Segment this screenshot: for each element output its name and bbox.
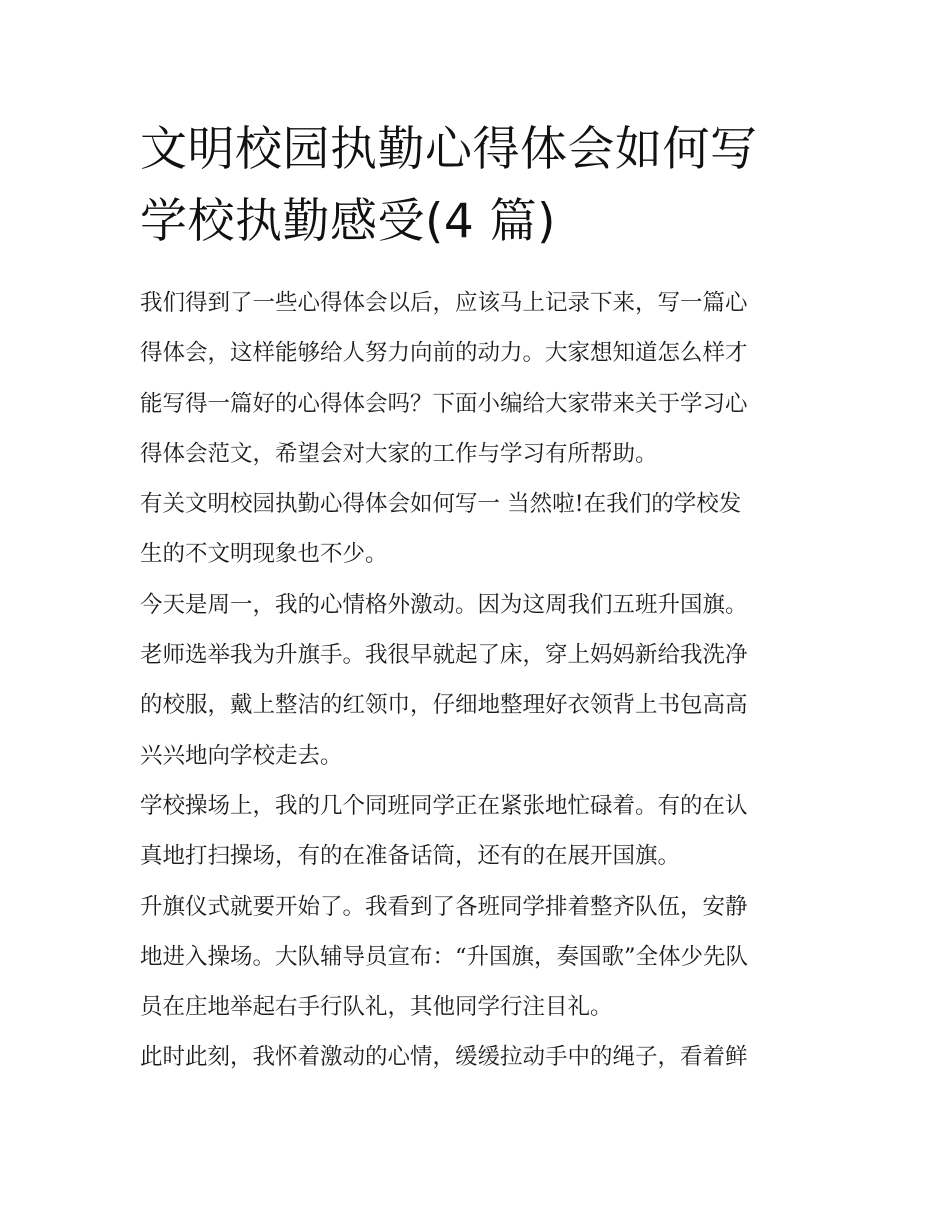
body-line: 学校操场上，我的几个同班同学正在紧张地忙碌着。有的在认 — [140, 792, 748, 819]
body-line: 得体会，这样能够给人努力向前的动力。大家想知道怎么样才 — [140, 340, 748, 367]
title-line-1: 文明校园执勤心得体会如何写 — [140, 122, 758, 177]
body-line: 地进入操场。大队辅导员宣布：“升国旗，奏国歌”全体少先队 — [140, 943, 749, 970]
body-line: 老师选举我为升旗手。我很早就起了床，穿上妈妈新给我洗净 — [140, 642, 748, 669]
body-line: 的校服，戴上整洁的红领巾，仔细地整理好衣领背上书包高高 — [140, 692, 748, 719]
document-body — [140, 278, 830, 1083]
body-line: 有关文明校园执勤心得体会如何写一 当然啦!在我们的学校发 — [140, 491, 742, 518]
document-title — [140, 114, 840, 258]
body-line: 能写得一篇好的心得体会吗？下面小编给大家带来关于学习心 — [140, 390, 748, 417]
body-line: 升旗仪式就要开始了。我看到了各班同学排着整齐队伍，安静 — [140, 893, 748, 920]
body-line: 真地打扫操场，有的在准备话筒，还有的在展开国旗。 — [140, 843, 681, 870]
body-line: 兴兴地向学校走去。 — [140, 742, 343, 769]
title-line-2: 学校执勤感受(4 篇) — [140, 194, 557, 249]
body-line: 员在庄地举起右手行队礼，其他同学行注目礼。 — [140, 994, 613, 1021]
body-line: 此时此刻，我怀着激动的心情，缓缓拉动手中的绳子，看着鲜 — [140, 1044, 748, 1071]
body-line: 我们得到了一些心得体会以后，应该马上记录下来，写一篇心 — [140, 290, 748, 316]
body-line: 今天是周一，我的心情格外激动。因为这周我们五班升国旗。 — [140, 591, 748, 618]
body-line: 得体会范文，希望会对大家的工作与学习有所帮助。 — [140, 440, 658, 467]
body-line: 生的不文明现象也不少。 — [140, 541, 388, 568]
